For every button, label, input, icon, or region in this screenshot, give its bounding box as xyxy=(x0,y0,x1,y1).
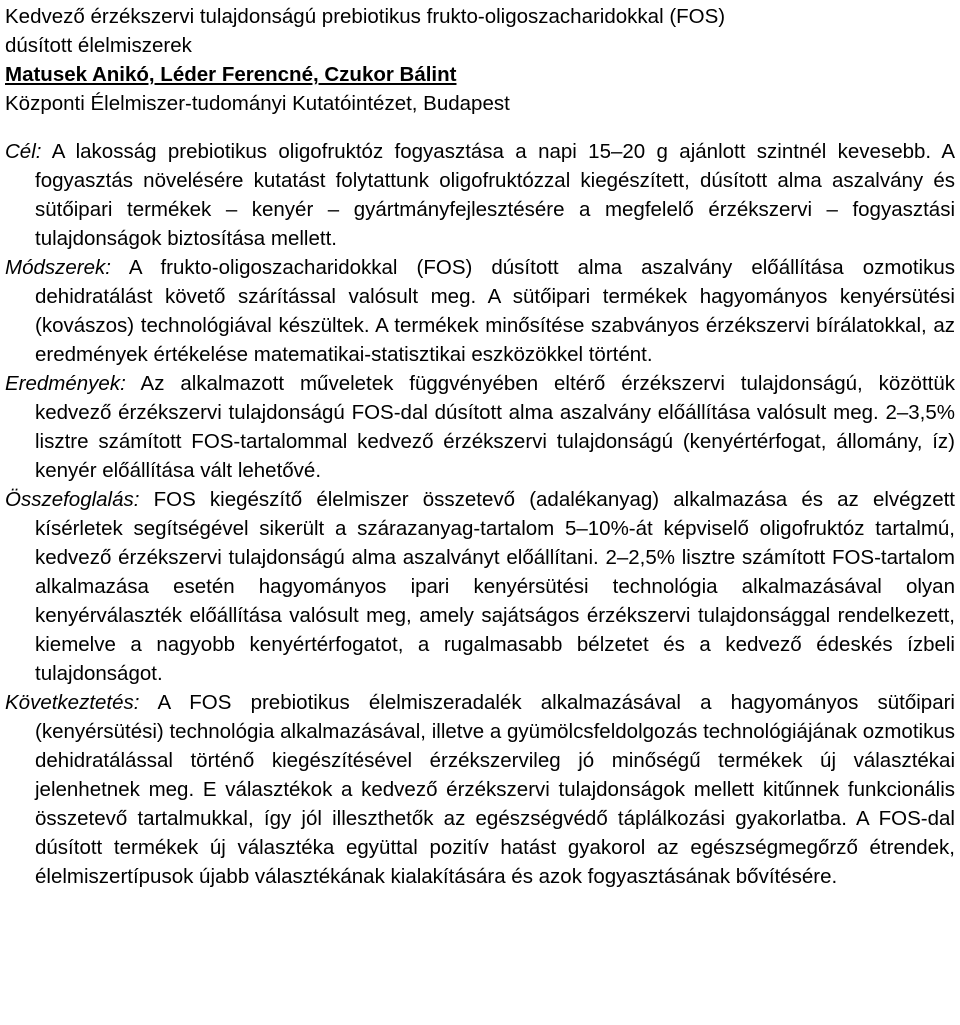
section-label-summary: Összefoglalás: xyxy=(5,488,140,511)
section-text-goal: A lakosság prebiotikus oligofruktóz fogyasztása a napi 15–20 g ajánlott szintnél kevesebb. A fogyasztás növelésére kutatást folytattunk oligofruktózzal kiegészített, dúsított alma aszalvány és sütőipari termékek – kenyér – gyártmányfejlesztésére a megfelelő érzékszervi – fogyasztási tulajdonságok biztosítása mellett. xyxy=(35,140,955,250)
section-label-conclusion: Következtetés: xyxy=(5,691,140,714)
section-conclusion xyxy=(5,688,955,891)
abstract-body xyxy=(5,137,955,891)
section-methods xyxy=(5,253,955,369)
section-text-results: Az alkalmazott műveletek függvényében eltérő érzékszervi tulajdonságú, közöttük kedvező érzékszervi tulajdonságú FOS-dal dúsított alma aszalvány előállítása valósult meg. 2–3,5% lisztre számított FOS-tartalommal kedvező érzékszervi tulajdonságú (kenyértérfogat, állomány, íz) kenyér előállítása vált lehetővé. xyxy=(35,372,955,482)
title-line-2: dúsított élelmiszerek xyxy=(5,34,192,57)
title-line-1: Kedvező érzékszervi tulajdonságú prebiotikus frukto-oligoszacharidokkal (FOS) xyxy=(5,5,726,28)
document-header xyxy=(5,2,955,118)
section-text-methods: A frukto-oligoszacharidokkal (FOS) dúsított alma aszalvány előállítása ozmotikus dehidratálást követő szárítással valósult meg. A sütőipari termékek hagyományos kenyérsütési (kovászos) technológiával készültek. A termékek minősítése szabványos érzékszervi bírálatokkal, az eredmények értékelése matematikai-statisztikai eszközökkel történt. xyxy=(35,256,955,366)
section-label-goal: Cél: xyxy=(5,140,42,163)
section-summary xyxy=(5,485,955,688)
section-results xyxy=(5,369,955,485)
section-goal xyxy=(5,137,955,253)
section-label-results: Eredmények: xyxy=(5,372,126,395)
authors: Matusek Anikó, Léder Ferencné, Czukor Bálint xyxy=(5,63,457,86)
section-text-conclusion: A FOS prebiotikus élelmiszeradalék alkalmazásával a hagyományos sütőipari (kenyérsütési) technológia alkalmazásával, illetve a gyümölcsfeldolgozás technológiájának ozmotikus dehidratálással történő kiegészítésével érzékszervileg jó minőségű termékek új választékai jelenhetnek meg. E választékok a kedvező érzékszervi tulajdonságok mellett kitűnnek funkcionális összetevő tartalmukkal, így jól illeszthetők az egészségvédő táplálkozási gyakorlatba. A FOS-dal dúsított termékek új választéka együttal pozitív hatást gyakorol az egészségmegőrző étrendek, élelmiszertípusok újabb választékának kialakítására és azok fogyasztásának bővítésére. xyxy=(35,691,955,888)
section-label-methods: Módszerek: xyxy=(5,256,111,279)
section-text-summary: FOS kiegészítő élelmiszer összetevő (adalékanyag) alkalmazása és az elvégzett kísérletek segítségével sikerült a szárazanyag-tartalom 5–10%-át képviselő oligofruktóz tartalmú, kedvező érzékszervi tulajdonságú alma aszalványt előállítani. 2–2,5% lisztre számított FOS-tartalom alkalmazása esetén hagyományos ipari kenyérsütési technológia alkalmazásával olyan kenyérválaszték előállítása valósult meg, amely sajátságos érzékszervi tulajdonsággal rendelkezett, kiemelve a nagyobb kenyértérfogatot, a rugalmasabb bélzetet és a kedvező édeskés ízbeli tulajdonságot. xyxy=(35,488,955,685)
institution: Központi Élelmiszer-tudományi Kutatóintézet, Budapest xyxy=(5,92,510,115)
